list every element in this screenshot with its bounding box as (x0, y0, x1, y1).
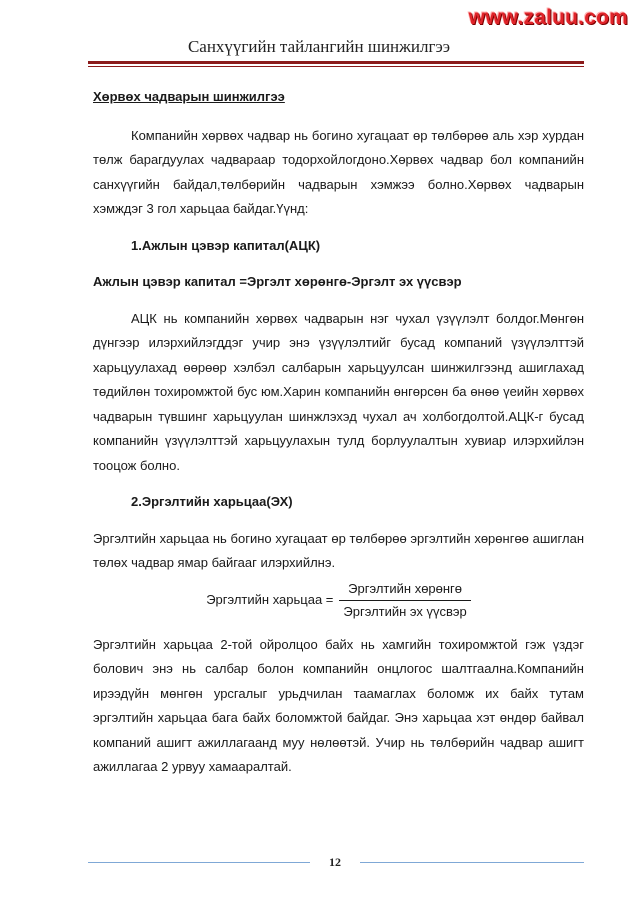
section-title: Хөрвөх чадварын шинжилгээ (93, 89, 285, 104)
footer-rule-left (88, 862, 310, 863)
watermark-logo: www.zaluu.com (468, 6, 628, 29)
header-rule-thin (88, 66, 584, 67)
working-capital-heading: 1.Ажлын цэвэр капитал(АЦК) (131, 237, 321, 253)
formula-lhs: Эргэлтийн харьцаа = (206, 591, 334, 607)
header-rule (88, 61, 584, 64)
current-ratio-intro: Эргэлтийн харьцаа нь богино хугацаат өр төлбөрөө эргэлтийн хөрөнгөө ашиглан төлөх чадвар ямар байгааг илэрхийлнэ. (93, 530, 584, 570)
page-header-title: Санхүүгийн тайлангийн шинжилгээ (187, 37, 451, 56)
working-capital-paragraph: АЦК нь компанийн хөрвөх чадварын нэг чухал үзүүлэлт болдог.Мөнгөн дүнгээр илэрхийлэгддэг учир энэ үзүүлэлтийг бусад компаний үзүүлэлттэй харьцуулахад өөрөөр хэлбэл салбарын харьцуулсан шинжилгээнд ашиглахад төдийлөн тохиромжтой бус юм.Харин компанийн өнгөрсөн ба өнөө үеийн хөрвөх чадварын түвшинг харьцуулан шинжлэхэд чухал ач холбогдолтой.АЦК-г бусад компанийн үзүүлэлттэй харьцуулахын тулд борлуулалтын хувиар илэрхийлэн тооцож болно. (93, 310, 584, 473)
formula-numerator: Эргэлтийн хөрөнгө (348, 580, 463, 596)
footer-rule-right (360, 862, 584, 863)
intro-paragraph: Компанийн хөрвөх чадвар нь богино хугацаат өр төлбөрөө аль хэр хурдан төлж барагдуулах чадвараар тодорхойлогдоно.Хөрвөх чадвар бол компанийн санхүүгийн байдал,төлбөрийн чадварын хэмжээ болно.Хөрвөх чадварын хэмждэг 3 гол харьцаа байдаг.Үүнд: (93, 127, 584, 216)
formula-fraction (339, 580, 470, 621)
page-number: 12 (329, 855, 341, 869)
current-ratio-paragraph: Эргэлтийн харьцаа 2-той ойролцоо байх нь хамгийн тохиромжтой гэж үздэг болович энэ нь салбар болон компанийн онцлогос шалтгаална.Компанийн ирээдүйн мөнгөн урсгалыг урьдчилан таамаглах боломж их байх тутам эргэлтийн харьцаа бага байх боломжтой байдаг. Энэ харьцаа хэт өндөр байвал компаний ашигт ажиллагаанд муу нөлөөтэй. Учир нь төлбөрийн чадвар ашигт ажиллагаа 2 урвуу хамааралтай. (93, 636, 584, 774)
working-capital-formula: Ажлын цэвэр капитал =Эргэлт хөрөнгө-Эргэлт эх үүсвэр (93, 274, 462, 289)
current-ratio-formula (93, 580, 584, 621)
document-body (93, 85, 584, 780)
current-ratio-heading: 2.Эргэлтийн харьцаа(ЭХ) (131, 494, 293, 509)
formula-denominator: Эргэлтийн эх үүсвэр (339, 600, 470, 621)
